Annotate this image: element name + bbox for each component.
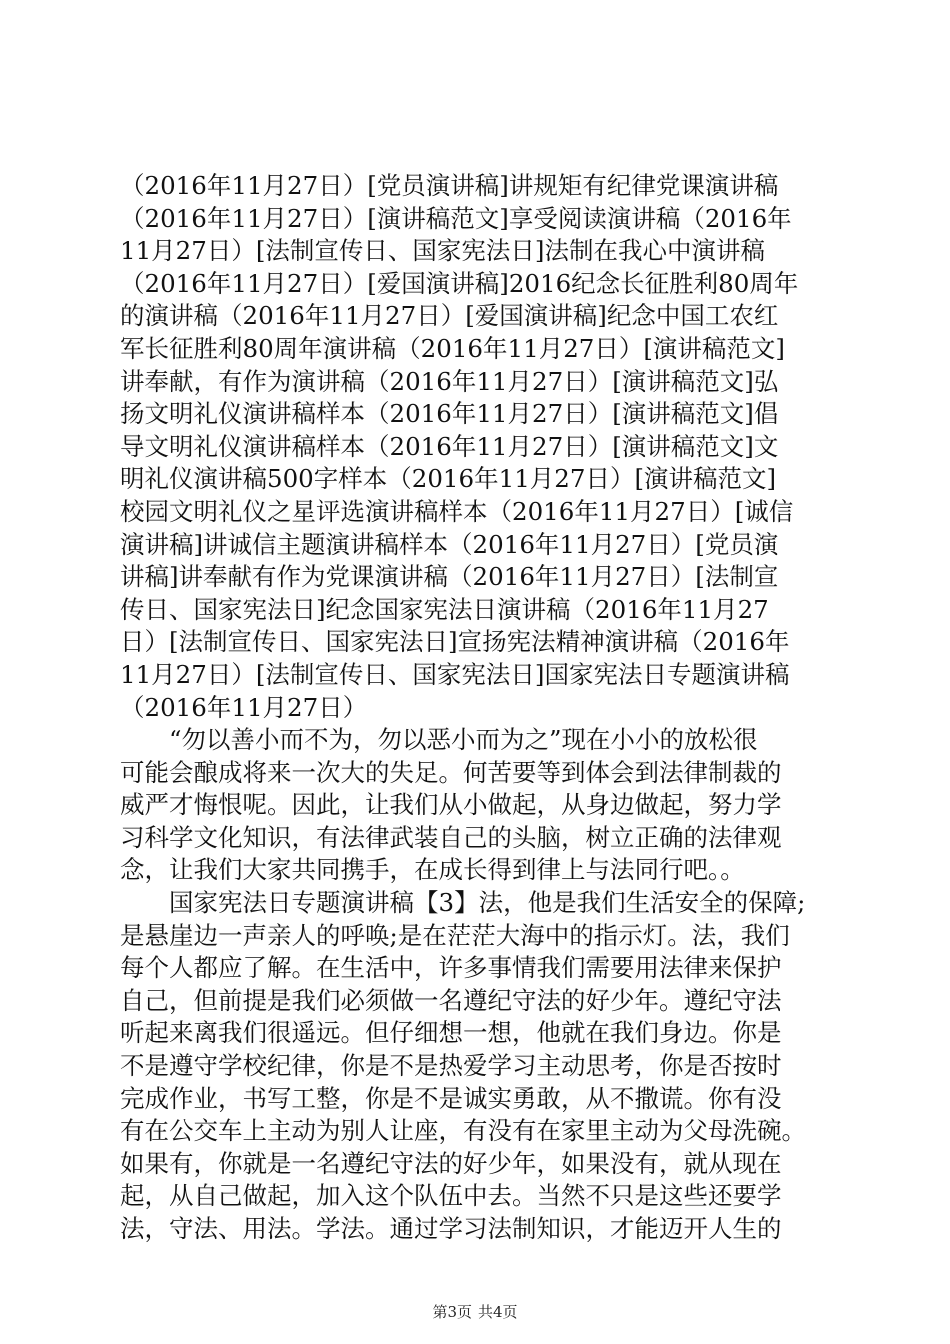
- text-line: 每个人都应了解。在生活中，许多事情我们需要用法律来保护: [120, 953, 782, 983]
- text-line: 明礼仪演讲稿500字样本（2016年11月27日）[演讲稿范文]: [120, 464, 777, 494]
- text-line: 军长征胜利80周年演讲稿（2016年11月27日）[演讲稿范文]: [120, 333, 785, 363]
- text-line: 校园文明礼仪之星评选演讲稿样本（2016年11月27日）[诚信: [120, 496, 794, 526]
- text-line: 讲奉献，有作为演讲稿（2016年11月27日）[演讲稿范文]弘: [120, 366, 779, 396]
- text-line: 起，从自己做起，加入这个队伍中去。当然不只是这些还要学: [120, 1181, 782, 1211]
- text-line: （2016年11月27日）[演讲稿范文]享受阅读演讲稿（2016年: [120, 203, 792, 233]
- text-line: 导文明礼仪演讲稿样本（2016年11月27日）[演讲稿范文]文: [120, 431, 779, 461]
- text-line: “勿以善小而不为，勿以恶小而为之”现在小小的放松很: [120, 725, 758, 755]
- text-line: 威严才悔恨呢。因此，让我们从小做起，从身边做起，努力学: [120, 790, 782, 820]
- text-line: 11月27日）[法制宣传日、国家宪法日]法制在我心中演讲稿: [120, 236, 765, 266]
- text-line: 讲稿]讲奉献有作为党课演讲稿（2016年11月27日）[法制宣: [120, 562, 779, 592]
- text-line: 国家宪法日专题演讲稿【3】法，他是我们生活安全的保障;: [120, 888, 806, 918]
- text-line: （2016年11月27日）: [120, 692, 368, 722]
- body-text: [120, 170, 835, 1246]
- text-line: （2016年11月27日）[爱国演讲稿]2016纪念长征胜利80周年: [120, 268, 799, 298]
- text-line: 传日、国家宪法日]纪念国家宪法日演讲稿（2016年11月27: [120, 594, 769, 624]
- page-footer: [0, 1302, 950, 1322]
- text-line: （2016年11月27日）[党员演讲稿]讲规矩有纪律党课演讲稿: [120, 171, 779, 200]
- text-line: 是悬崖边一声亲人的呼唤;是在茫茫大海中的指示灯。法，我们: [120, 920, 790, 950]
- page-number: 第3页: [432, 1303, 472, 1321]
- text-line: 有在公交车上主动为别人让座，有没有在家里主动为父母洗碗。: [120, 1116, 806, 1146]
- text-line: 演讲稿]讲诚信主题演讲稿样本（2016年11月27日）[党员演: [120, 529, 779, 559]
- text-line: 不是遵守学校纪律，你是不是热爱学习主动思考，你是否按时: [120, 1051, 782, 1081]
- text-line: 念，让我们大家共同携手，在成长得到律上与法同行吧。。: [120, 855, 745, 885]
- text-line: 习科学文化知识，有法律武装自己的头脑，树立正确的法律观: [120, 822, 782, 852]
- text-line: 的演讲稿（2016年11月27日）[爱国演讲稿]纪念中国工农红: [120, 301, 779, 331]
- text-line: 可能会酿成将来一次大的失足。何苦要等到体会到法律制裁的: [120, 757, 782, 787]
- text-line: 11月27日）[法制宣传日、国家宪法日]国家宪法日专题演讲稿: [120, 659, 790, 689]
- text-line: 听起来离我们很遥远。但仔细想一想，他就在我们身边。你是: [120, 1018, 782, 1048]
- text-line: 日）[法制宣传日、国家宪法日]宣扬宪法精神演讲稿（2016年: [120, 627, 790, 657]
- text-line: 法，守法、用法。学法。通过学习法制知识，才能迈开人生的: [120, 1214, 782, 1243]
- text-line: 完成作业，书写工整，你是不是诚实勇敢，从不撒谎。你有没: [120, 1083, 782, 1113]
- text-line: 扬文明礼仪演讲稿样本（2016年11月27日）[演讲稿范文]倡: [120, 399, 779, 429]
- text-line: 如果有，你就是一名遵纪守法的好少年，如果没有，就从现在: [120, 1148, 782, 1178]
- text-line: 自己，但前提是我们必须做一名遵纪守法的好少年。遵纪守法: [120, 985, 782, 1015]
- page-total: 共4页: [478, 1303, 518, 1321]
